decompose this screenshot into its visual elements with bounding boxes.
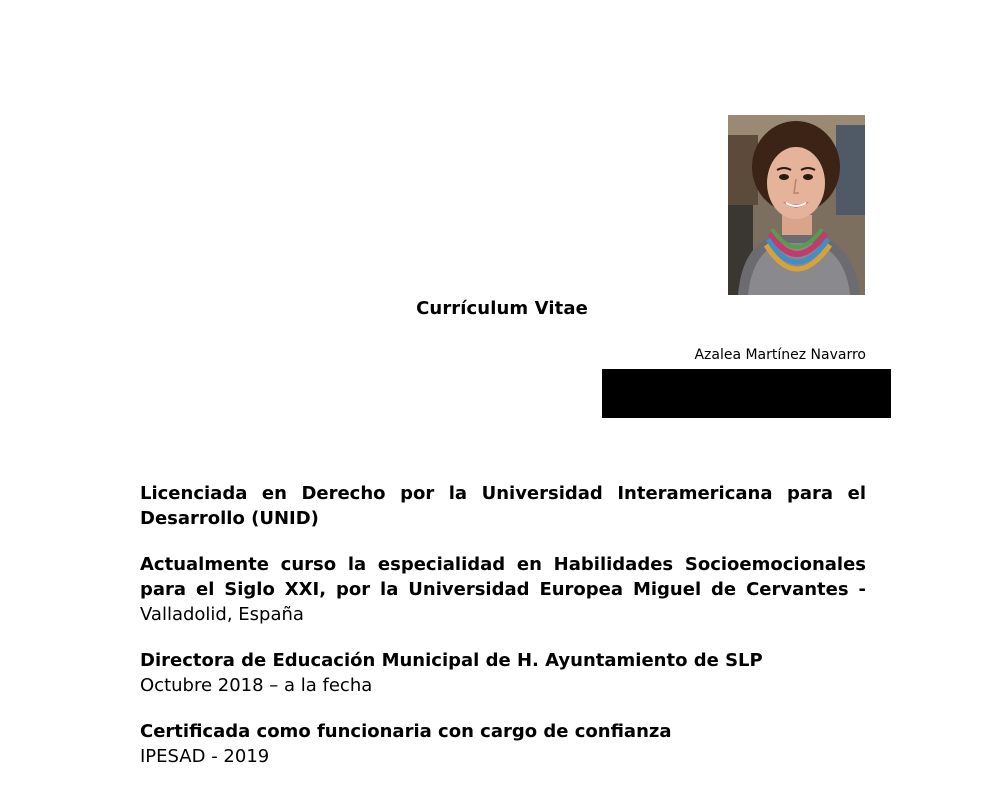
entry-detail: IPESAD - 2019 — [140, 746, 270, 767]
entry-detail: Valladolid, España — [140, 604, 304, 625]
portrait-photo — [728, 115, 865, 295]
entry-heading: Certificada como funcionaria con cargo de confianza — [140, 721, 672, 742]
entry-detail: Octubre 2018 – a la fecha — [140, 675, 373, 696]
person-name: Azalea Martínez Navarro — [694, 347, 866, 363]
document-title: Currículum Vitae — [416, 298, 588, 319]
entry-heading: Directora de Educación Municipal de H. Ayuntamiento de SLP — [140, 650, 763, 671]
entry-education-degree — [140, 481, 866, 531]
entry-certification — [140, 719, 866, 769]
cv-entries — [140, 481, 866, 790]
entry-heading: Actualmente curso la especialidad en Habilidades Socioemocionales para el Siglo XXI, por la Universidad Europea Miguel de Cervantes - — [140, 554, 866, 600]
redaction-bar — [602, 369, 891, 418]
entry-specialty — [140, 552, 866, 627]
entry-heading: Licenciada en Derecho por la Universidad Interamericana para el Desarrollo (UNID) — [140, 483, 866, 529]
entry-director — [140, 648, 866, 698]
